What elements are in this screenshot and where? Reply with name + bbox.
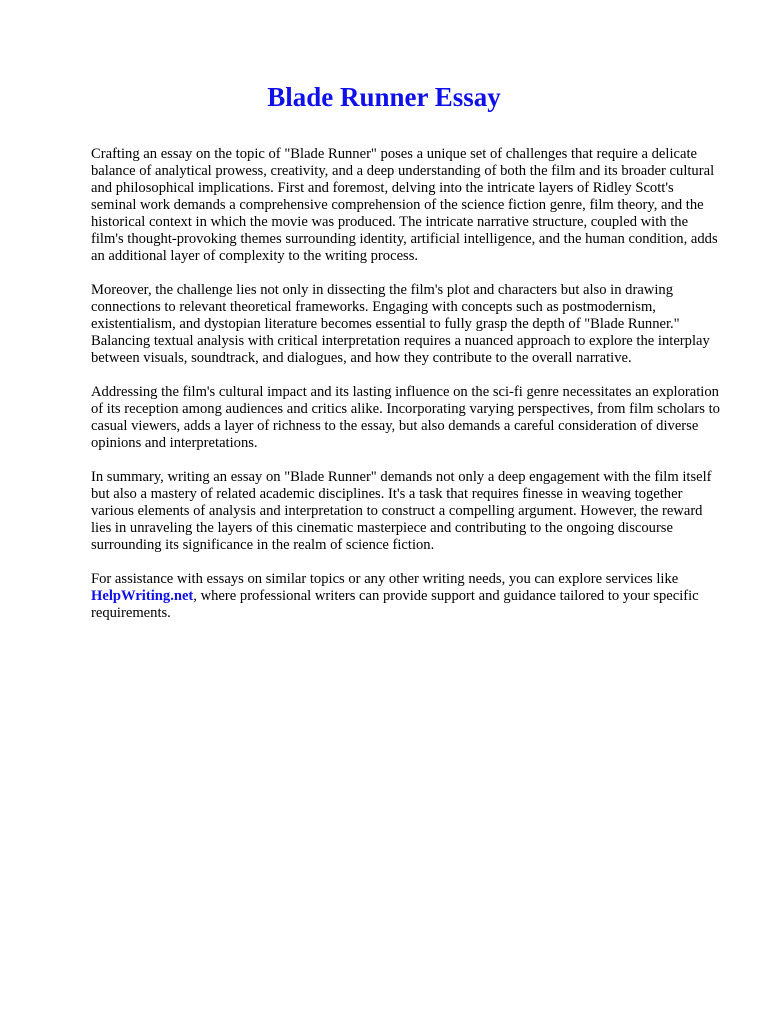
paragraph-2: Moreover, the challenge lies not only in dissecting the film's plot and characters but also in drawing connections to relevant theoretical frameworks. Engaging with concepts such as postmodernism, existentialism, and dystopian literature becomes essential to fully grasp the depth of "Blade Runner." Balancing textual analysis with critical interpretation requires a nuanced approach to explore the interplay between visuals, soundtrack, and dialogues, and how they contribute to the overall narrative. <box>91 282 710 366</box>
essay-body <box>91 146 721 639</box>
paragraph-3: Addressing the film's cultural impact and its lasting influence on the sci-fi genre necessitates an exploration of its reception among audiences and critics alike. Incorporating varying perspectives, from film scholars to casual viewers, adds a layer of richness to the essay, but also demands a careful consideration of diverse opinions and interpretations. <box>91 384 720 451</box>
helpwriting-link[interactable]: HelpWriting.net <box>91 588 194 604</box>
paragraph-closing <box>91 571 721 622</box>
page-title: Blade Runner Essay <box>267 82 501 112</box>
closing-text-before-link: For assistance with essays on similar topics or any other writing needs, you can explore services like <box>91 571 679 587</box>
paragraph-4: In summary, writing an essay on "Blade Runner" demands not only a deep engagement with the film itself but also a mastery of related academic disciplines. It's a task that requires finesse in weaving together various elements of analysis and interpretation to construct a compelling argument. However, the reward lies in unraveling the layers of this cinematic masterpiece and contributing to the ongoing discourse surrounding its significance in the realm of science fiction. <box>91 469 712 553</box>
closing-text-after-link: , where professional writers can provide support and guidance tailored to your specific requirements. <box>91 588 699 621</box>
paragraph-1: Crafting an essay on the topic of "Blade Runner" poses a unique set of challenges that require a delicate balance of analytical prowess, creativity, and a deep understanding of both the film and its broader cultural and philosophical implications. First and foremost, delving into the intricate layers of Ridley Scott's seminal work demands a comprehensive comprehension of the science fiction genre, film theory, and the historical context in which the movie was produced. The intricate narrative structure, coupled with the film's thought-provoking themes surrounding identity, artificial intelligence, and the human condition, adds an additional layer of complexity to the writing process. <box>91 146 718 264</box>
